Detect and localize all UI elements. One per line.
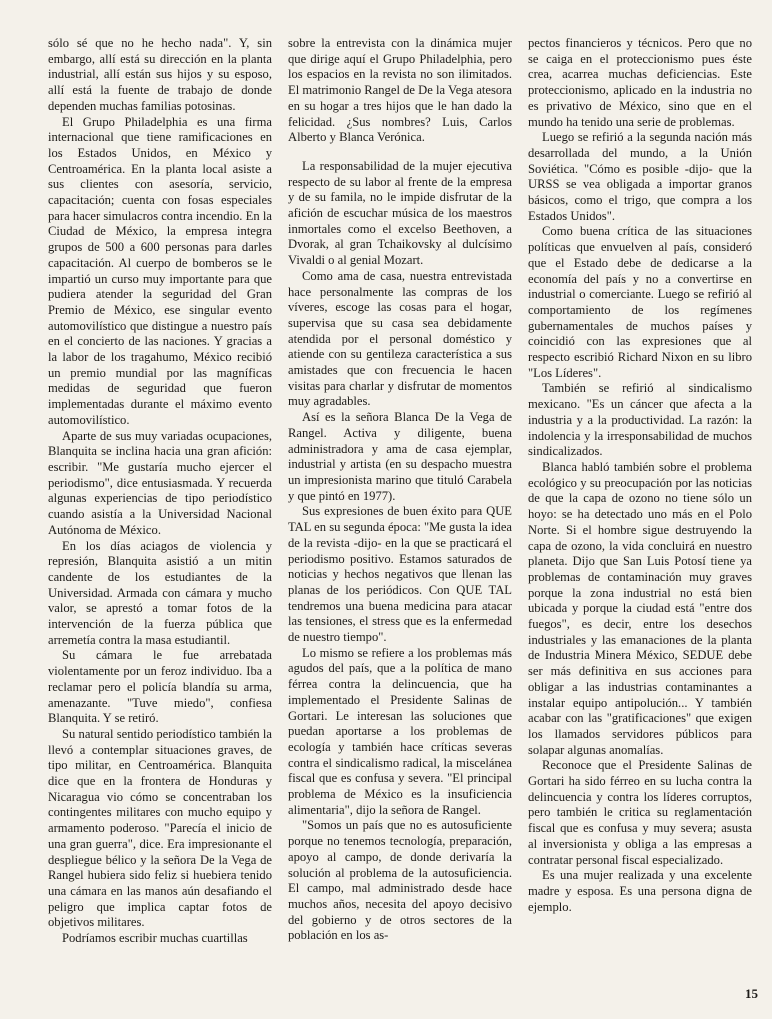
paragraph: Su cámara le fue arrebatada violentamente por un feroz individuo. Iba a reclamar pero el policía blandía su arma, amenazante. "Tuve miedo", confiesa Blanquita. Y se retiró. xyxy=(48,648,272,726)
paragraph: La responsabilidad de la mujer ejecutiva respecto de su labor al frente de la empresa y de su famila, no le impide disfrutar de la afición de escuchar música de los maestros inmortales como el excelso Beethoven, a Dvorak, al gran Tchaikovsky al dulcísimo Vivaldi o al genial Mozart. xyxy=(288,158,512,268)
paragraph: "Somos un país que no es autosuficiente porque no tenemos tecnología, preparación, apoyo al campo, de donde derivaría la solución al problema de la autosuficiencia. El campo, mal administrado desde hace muchos años, necesita del apoyo decisivo del gobierno y de otros sectores de la población en los as- xyxy=(288,818,512,943)
paragraph: Como buena crítica de las situaciones políticas que envuelven al país, consideró que el Estado debe de dedicarse a la economía del país y no a convertirse en industrial o comerciante. Luego se refirió al comportamiento de los regímenes gubernamentales de muchos países y coincidió con las expresiones que al respecto escribió Richard Nixon en su libro "Los Líderes". xyxy=(528,224,752,380)
paragraph: El Grupo Philadelphia es una firma internacional que tiene ramificaciones en los Estados Unidos, en México y Centroamérica. En la planta local asiste a sus clientes con asesoría, servicio, capacitación; cuenta con fosas especiales para hacer simulacros contra incendio. En la Ciudad de México, la empresa integra grupos de 500 a 600 personas para darles capacitación. Al cuerpo de bomberos se le impartió un curso muy importante para que pudiera atender la seguridad del Gran Premio de México, ese singular evento automovilístico que distingue a nuestro país en el concierto de las naciones. Y gracias a la labor de los tragahumo, México recibió un premio mundial por las magníficas medidas de seguridad que fueron implementadas durante el máximo evento automovilístico. xyxy=(48,114,272,427)
paragraph: Su natural sentido periodístico también la llevó a contemplar situaciones graves, de tipo militar, en Centroamérica. Blanquita dice que en la frontera de Honduras y Nicaragua vio cómo se concentraban los contingentes militares con mucho equipo y armamento poderoso. "Parecía el inicio de una gran guerra", dice. Era impresionante el despliegue bélico y la señora De la Vega de Rangel hubiera sido feliz si huebiera tenido una cámara en las manos aún desafiando el peligro que implica captar fotos de objetivos militares. xyxy=(48,726,272,930)
section-break xyxy=(288,146,512,159)
paragraph: pectos financieros y técnicos. Pero que no se caiga en el proteccionismo pues éste crea, acarrea muchas deficiencias. Este proteccionismo, aplicado en la industria no es privativo de México, sino que en el mundo ha tenido una serie de problemas. xyxy=(528,36,752,129)
paragraph: Podríamos escribir muchas cuartillas xyxy=(62,931,248,946)
paragraph: Es una mujer realizada y una excelente madre y esposa. Es una persona digna de ejemplo. xyxy=(528,868,752,914)
paragraph: Aparte de sus muy variadas ocupaciones, Blanquita se inclina hacia una gran afición: escribir. "Me gustaría mucho ejercer el periodismo", dice entusiasmada. Y recuerda algunas experiencias de tipo periodístico cuando asistía a la Universidad Nacional Autónoma de México. xyxy=(48,428,272,537)
paragraph: Luego se refirió a la segunda nación más desarrollada del mundo, a la Unión Soviética. "Cómo es posible -dijo- que la URSS se vea obligada a importar granos básicos, como el trigo, que compra a los Estados Unidos". xyxy=(528,130,752,223)
text-column-2 xyxy=(288,36,512,944)
paragraph: Como ama de casa, nuestra entrevistada hace personalmente las compras de los víveres, escoge las cosas para el hogar, supervisa que su casa sea debidamente atendida por el personal doméstico y atiende con su gentileza característica a sus amistades que con frecuencia le hacen visitas para charlar y disfrutar de momentos muy agradables. xyxy=(288,268,512,409)
paragraph: Sus expresiones de buen éxito para QUE TAL en su segunda época: "Me gusta la idea de la revista -dijo- en la que se practicará el periodismo positivo. Estamos saturados de noticias y hechos negativos que llenan las planas de los periódicos. Con QUE TAL tendremos una buena medicina para atacar las tensiones, el stress que es la enfermedad de nuestro tiempo". xyxy=(288,504,512,645)
paragraph: En los días aciagos de violencia y represión, Blanquita asistió a un mitin candente de los estudiantes de la Universidad. Armada con cámara y mucho valor, se aprestó a tomar fotos de la intervención de la fuerza pública que arremetía contra la masa estudiantil. xyxy=(48,538,272,647)
paragraph: También se refirió al sindicalismo mexicano. "Es un cáncer que afecta a la industria y a la productividad. La razón: la indolencia y la irresponsabilidad de muchos sindicalizados. xyxy=(528,381,752,459)
paragraph: sólo sé que no he hecho nada". Y, sin embargo, allí está su dirección en la planta industrial, allí están sus hijos y su esposo, allí está la fuente de trabajo de donde dependen muchas familias potosinas. xyxy=(48,36,272,113)
paragraph: sobre la entrevista con la dinámica mujer que dirige aquí el Grupo Philadelphia, pero los espacios en la revista no son ilimitados. El matrimonio Rangel de De la Vega atesora en su hogar a tres hijos que le han dado la felicidad. ¿Sus nombres? Luis, Carlos Alberto y Blanca Verónica. xyxy=(288,36,512,145)
page-number: 15 xyxy=(745,986,758,1001)
paragraph: Blanca habló también sobre el problema ecológico y su preocupación por las noticias de que la capa de ozono no tiene sólo un hoyo: se ha detectado uno más en el Polo Norte. Si el hombre sigue destruyendo la capa de ozono, la vida concluirá en nuestro planeta. Dijo que San Luis Potosí tiene ya problemas de contaminación muy graves porque la zona industrial no está bien ubicada y porque la ciudad está "entre dos fuegos", es decir, entre los desechos industriales y las emanaciones de la planta de Industria Minera México, SEDUE debe ser más definitiva en sus acciones para obligar a las industrias contaminantes a instalar equipo antipolución... Y también acabar con las "gratificaciones" que exigen los llamados servidores públicos para solapar algunas anomalías. xyxy=(528,459,752,757)
text-column-3 xyxy=(528,36,752,915)
paragraph: Así es la señora Blanca De la Vega de Rangel. Activa y diligente, buena administradora y ama de casa ejemplar, industrial y artista (en su despacho muestra un impresionista marino que tituló Carabela y que pintó en 1977). xyxy=(288,410,512,503)
text-column-1 xyxy=(48,36,272,947)
paragraph: Lo mismo se refiere a los problemas más agudos del país, que a la política de mano férrea contra la delincuencia, que ha implementado el Presidente Salinas de Gortari. Le interesan las soluciones que puedan aportarse a los problemas de ecología y también hace críticas severas contra el sindicalismo radical, la miscelánea fiscal que es confusa y severa. "El principal problema de México es la insuficiencia alimentaria", dijo la señora de Rangel. xyxy=(288,645,512,817)
paragraph: Reconoce que el Presidente Salinas de Gortari ha sido férreo en su lucha contra la delincuencia y contra los líderes corruptos, pero también le critica su reglamentación fiscal que es confusa y muy severa; asusta al inversionista y obliga a las empresas a contratar personal fiscal especializado. xyxy=(528,758,752,867)
